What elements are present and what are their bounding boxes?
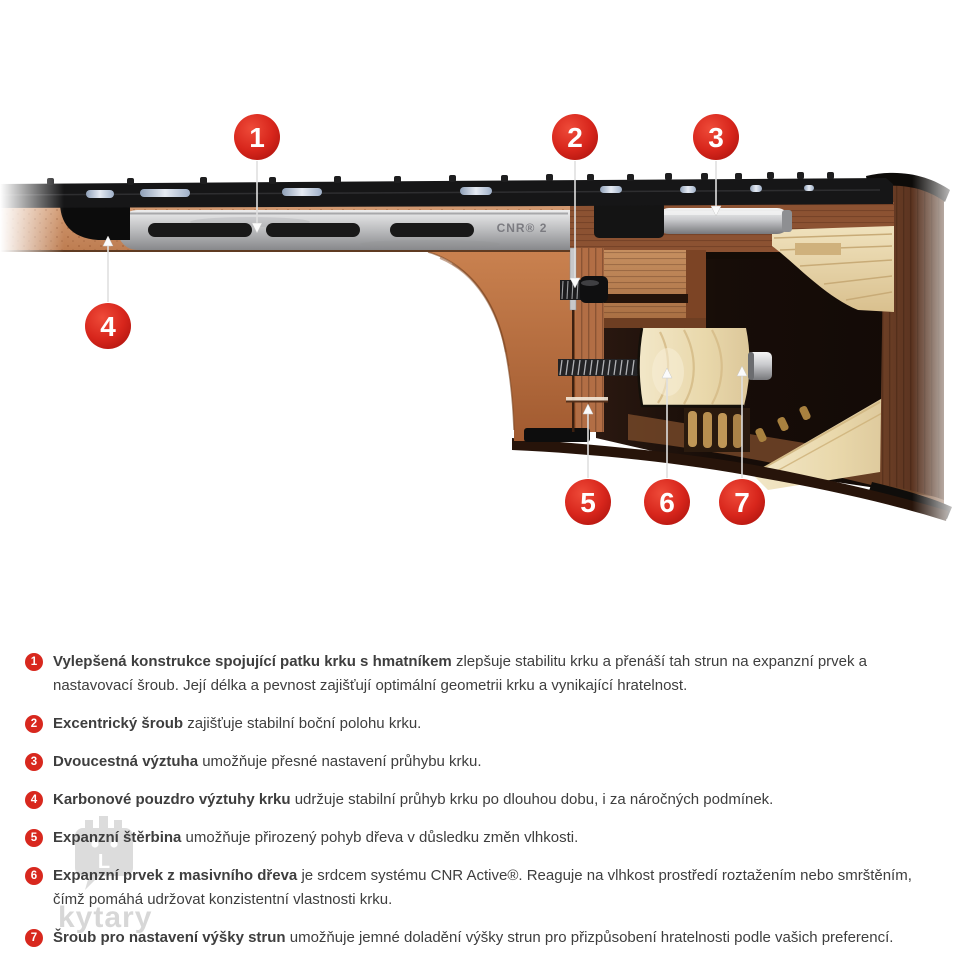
legend-term-7: Šroub pro nastavení výšky strun bbox=[53, 929, 286, 946]
callout-7-number: 7 bbox=[734, 487, 750, 518]
legend-item-4 bbox=[25, 788, 941, 812]
legend-term-6: Expanzní prvek z masivního dřeva bbox=[53, 867, 298, 884]
legend-desc-6: je srdcem systému CNR Active®. Reaguje na vlhkost prostředí roztažením nebo smrštěním, čímž pomáhá udržovat konzistentní vlastnosti krku. bbox=[53, 867, 912, 908]
legend-text-5 bbox=[53, 826, 578, 850]
height-screw bbox=[748, 352, 772, 380]
legend-item-6 bbox=[25, 864, 941, 912]
left-fade bbox=[0, 0, 64, 620]
legend-term-3: Dvoucestná výztuha bbox=[53, 753, 199, 770]
frame-slot bbox=[390, 223, 474, 237]
legend-list bbox=[25, 650, 941, 964]
legend-badge-4: 4 bbox=[25, 791, 43, 809]
legend-desc-7: umožňuje jemné doladění výšky strun pro přizpůsobení hratelnosti podle vašich preferencí. bbox=[289, 929, 894, 946]
legend-desc-4: udržuje stabilní průhyb krku po dlouhou dobu, i za náročných podmínek. bbox=[294, 791, 774, 808]
callout-6-number: 6 bbox=[659, 487, 675, 518]
eccentric-screw bbox=[560, 276, 608, 303]
legend-badge-2: 2 bbox=[25, 715, 43, 733]
heel-cap bbox=[524, 428, 590, 442]
neck-heel bbox=[428, 252, 576, 441]
legend-text-7 bbox=[53, 926, 893, 950]
legend-item-7 bbox=[25, 926, 941, 950]
callout-2-number: 2 bbox=[567, 122, 583, 153]
callout-7 bbox=[719, 479, 765, 525]
right-fade bbox=[912, 0, 966, 620]
rod-holder bbox=[594, 201, 664, 238]
legend-term-5: Expanzní štěrbina bbox=[53, 829, 182, 846]
legend-desc-5: umožňuje přirozený pohyb dřeva v důsledku změn vlhkosti. bbox=[185, 829, 579, 846]
legend-desc-1: zlepšuje stabilitu krku a přenáší tah strun na expanzní prvek a nastavovací šroub. Její délka a pevnost zajišťují optimální geometrii krku a vynikající hratelnost. bbox=[53, 653, 868, 694]
legend-item-5 bbox=[25, 826, 941, 850]
legend-item-3 bbox=[25, 750, 941, 774]
callout-3-number: 3 bbox=[708, 122, 724, 153]
kerfed-lining bbox=[684, 408, 750, 452]
legend-term-4: Karbonové pouzdro výztuhy krku bbox=[53, 791, 291, 808]
expansion-element bbox=[639, 328, 750, 406]
legend-text-3 bbox=[53, 750, 482, 774]
expansion-slot bbox=[566, 397, 608, 403]
watermark-text: kytary bbox=[58, 901, 153, 934]
callout-5-number: 5 bbox=[580, 487, 596, 518]
legend-desc-2: zajišťuje stabilní boční polohu krku. bbox=[187, 715, 422, 732]
legend-badge-7: 7 bbox=[25, 929, 43, 947]
frame-slot bbox=[148, 223, 252, 237]
legend-badge-3: 3 bbox=[25, 753, 43, 771]
callout-1-number: 1 bbox=[249, 122, 265, 153]
cnr-stamp: CNR® 2 bbox=[496, 221, 548, 235]
legend-item-1 bbox=[25, 650, 941, 698]
callout-6 bbox=[644, 479, 690, 525]
legend-desc-3: umožňuje přesné nastavení průhybu krku. bbox=[202, 753, 482, 770]
legend-badge-5: 5 bbox=[25, 829, 43, 847]
callout-5 bbox=[565, 479, 611, 525]
callout-4 bbox=[85, 303, 131, 349]
legend-badge-1: 1 bbox=[25, 653, 43, 671]
legend-text-4 bbox=[53, 788, 773, 812]
legend-item-2 bbox=[25, 712, 941, 736]
truss-rod bbox=[650, 206, 792, 236]
frame-slot bbox=[266, 223, 360, 237]
watermark-logo-letter: L bbox=[98, 851, 111, 873]
legend-term-2: Excentrický šroub bbox=[53, 715, 184, 732]
legend-text-6 bbox=[53, 864, 941, 912]
callout-1 bbox=[234, 114, 280, 160]
legend-badge-6: 6 bbox=[25, 867, 43, 885]
fretboard bbox=[0, 172, 893, 208]
legend-text-2 bbox=[53, 712, 421, 736]
callout-4-number: 4 bbox=[100, 311, 116, 342]
callout-3 bbox=[693, 114, 739, 160]
aluminum-cnr-frame bbox=[118, 210, 570, 250]
callout-2 bbox=[552, 114, 598, 160]
legend-text-1 bbox=[53, 650, 941, 698]
legend-term-1: Vylepšená konstrukce spojující patku krku s hmatníkem bbox=[53, 653, 452, 670]
